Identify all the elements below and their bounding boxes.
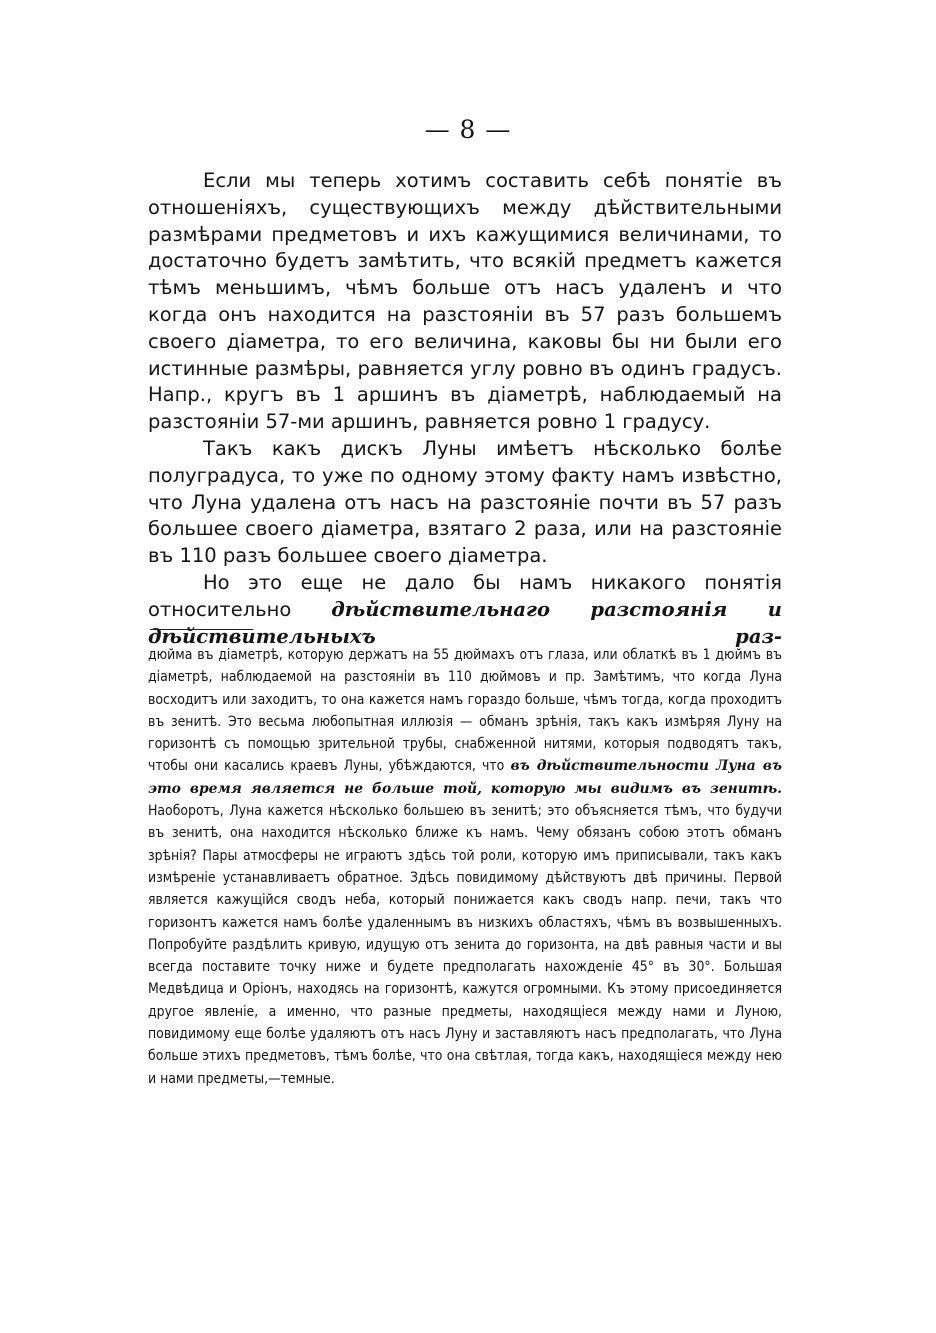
footnote-text-2: Наоборотъ, Луна кажется нѣсколько большею въ зенитѣ; это объясняется тѣмъ, что будучи въ зенитѣ, она находится нѣсколько ближе къ намъ. Чему обязанъ собою этотъ обманъ зрѣнія? Пары атмосферы не играютъ здѣсь той роли, которую имъ приписывали, такъ какъ измѣреніе устанавливаетъ обратное. Здѣсь повидимому дѣйствуютъ двѣ причины. Первой является кажущійся сводъ неба, который понижается какъ сводъ напр. печи, такъ что горизонтъ кажется намъ болѣе удаленнымъ въ низкихъ областяхъ, чѣмъ въ возвышенныхъ. Попробуйте раздѣлить кривую, идущую отъ зенита до горизонта, на двѣ равныя части и вы всегда поставите точку ниже и будете предполагать нахожденіе 45° въ 30°. Большая Медвѣдица и Оріонъ, находясь на горизонтѣ, кажутся огромными. Къ этому присоединяется другое явленіе, а именно, что разные предметы, находящіеся между нами и Луною, повидимому еще болѣе удаляютъ отъ насъ Луну и заставляютъ насъ предполагать, что Луна больше этихъ предметовъ, тѣмъ болѣе, что она свѣтлая, тогда какъ, находящіеся между нею и нами предметы,—темные. <box>148 803 782 1087</box>
paragraph-3 <box>148 570 782 650</box>
paragraph-2: Такъ какъ дискъ Луны имѣетъ нѣсколько болѣе полуградуса, то уже по одному этому факту намъ извѣстно, что Луна удалена отъ насъ на разстояніе почти въ 57 разъ большее своего діаметра, взятаго 2 раза, или на разстояніе въ 110 разъ большее своего діаметра. <box>148 436 782 568</box>
paragraph-3-emphasis: дѣйствительнаго разстоянія и дѣйствительныхъ раз- <box>148 597 782 648</box>
paragraph-3-text: Но это еще не дало бы намъ никакого понятія относительно <box>148 570 782 621</box>
main-text <box>148 168 782 650</box>
paragraph-1: Если мы теперь хотимъ составить себѣ понятіе въ отношеніяхъ, существующихъ между дѣйствительными размѣрами предметовъ и ихъ кажущимися величинами, то достаточно будетъ замѣтить, что всякій предметъ кажется тѣмъ меньшимъ, чѣмъ больше отъ насъ удаленъ и что когда онъ находится на разстояніи въ 57 разъ большемъ своего діаметра, то его величина, каковы бы ни были его истинные размѣры, равняется углу ровно въ одинъ градусъ. Напр., кругъ въ 1 аршинъ въ діаметрѣ, наблюдаемый на разстояніи 57-ми аршинъ, равняется ровно 1 градусу. <box>148 169 782 434</box>
footnote <box>148 644 782 1090</box>
footnote-emphasis: въ дѣйствительности Луна въ это время является не больше той, которую мы видимъ въ зенитѣ. <box>148 758 783 797</box>
page-number: — 8 — <box>424 115 512 144</box>
footnote-divider <box>150 629 253 630</box>
footnote-text-1: дюйма въ діаметрѣ, которую держатъ на 55 дюймахъ отъ глаза, или облаткѣ въ 1 дюймъ въ діаметрѣ, наблюдаемой на разстояніи въ 110 дюймовъ и пр. Замѣтимъ, что когда Луна восходитъ или заходитъ, то она кажется намъ гораздо больше, чѣмъ тогда, когда проходитъ въ зенитѣ. Это весьма любопытная иллюзія — обманъ зрѣнія, такъ какъ измѣряя Луну на горизонтѣ съ помощью зрительной трубы, снабженной нитями, которыя подводятъ такъ, чтобы они касались краевъ Луны, убѣждаются, что <box>148 647 782 775</box>
footnote-paragraph <box>148 644 782 1090</box>
